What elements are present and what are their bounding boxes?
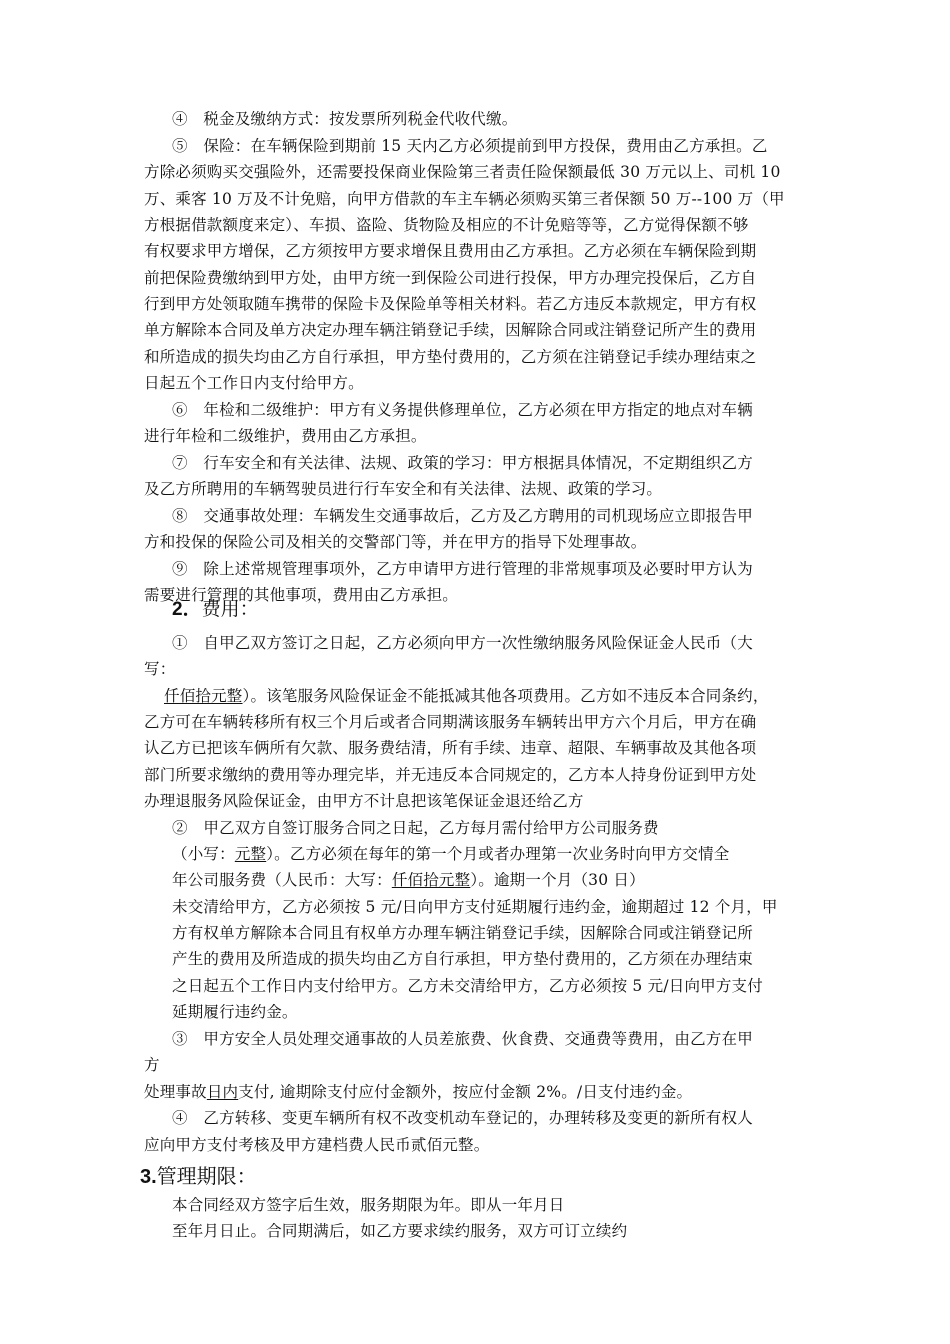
term-line-2: 至年月日止。合同期满后，如乙方要求续约服务，双方可订立续约 (172, 1222, 628, 1240)
fee-2-line-3: 年公司服务费（人民币：大写：仟佰拾元整）。逾期一个月（30 日） (172, 871, 645, 889)
fee-1-line-4: 乙方可在车辆转移所有权三个月后或者合同期满该服务车辆转出甲方六个月后，甲方在确 (144, 713, 757, 731)
fee-1-line-1: ① 自甲乙双方签订之日起，乙方必须向甲方一次性缴纳服务风险保证金人民币（大 (172, 634, 753, 652)
fee-2-line-4: 未交清给甲方，乙方必须按 5 元/日向甲方支付延期履行违约金，逾期超过 12 个月，甲 (172, 898, 778, 916)
item-7-line-1: ⑦ 行车安全和有关法律、法规、政策的学习：甲方根据具体情况，不定期组织乙方 (172, 454, 753, 472)
fee-2-line-6: 产生的费用及所造成的损失均由乙方自行承担，甲方垫付费用的，乙方须在办理结束 (172, 950, 753, 968)
item-5-line-8: 单方解除本合同及单方决定办理车辆注销登记手续，因解除合同或注销登记所产生的费用 (144, 321, 757, 339)
item-5-line-9: 和所造成的损失均由乙方自行承担，甲方垫付费用的，乙方须在注销登记手续办理结束之 (144, 348, 757, 366)
fee-2-line-8: 延期履行违约金。 (172, 1003, 298, 1021)
section-2-number: 2． (172, 599, 202, 620)
fee-2-line-5: 方有权单方解除本合同且有权单方办理车辆注销登记手续，因解除合同或注销登记所 (172, 924, 753, 942)
item-5-line-1: ⑤ 保险：在车辆保险到期前 15 天内乙方必须提前到甲方投保，费用由乙方承担。乙 (172, 137, 768, 155)
monthly-fee-blank: 元整 (234, 845, 267, 863)
fee-1-line-3: 仟佰拾元整）。该笔服务风险保证金不能抵减其他各项费用。乙方如不违反本合同条约， (164, 687, 769, 705)
annual-fee-blank: 仟佰拾元整 (391, 871, 471, 889)
fee-1-line-5: 认乙方已把该车俩所有欠款、服务费结清，所有手续、违章、超限、车辆事故及其他各项 (144, 739, 757, 757)
fee-3-line-3: 处理事故日内支付, 逾期除支付应付金额外，按应付金额 2%。/日支付违约金。 (144, 1083, 693, 1101)
fee-1-line-6: 部门所要求缴纳的费用等办理完毕，并无违反本合同规定的，乙方本人持身份证到甲方处 (144, 766, 757, 784)
item-8-line-1: ⑧ 交通事故处理：车辆发生交通事故后，乙方及乙方聘用的司机现场应立即报告甲 (172, 507, 753, 525)
fee-2-line-1: ② 甲乙双方自签订服务合同之日起，乙方每月需付给甲方公司服务费 (172, 819, 659, 837)
payment-days-blank: 日内 (206, 1083, 239, 1101)
fee-3-line-2: 方 (144, 1056, 160, 1074)
item-6-line-2: 进行年检和二级维护，费用由乙方承担。 (144, 427, 427, 445)
item-7-line-2: 及乙方所聘用的车辆驾驶员进行行车安全和有关法律、法规、政策的学习。 (144, 480, 663, 498)
item-5-line-6: 前把保险费缴纳到甲方处，由甲方统一到保险公司进行投保，甲方办理完投保后，乙方自 (144, 269, 757, 287)
fee-2-line-2: （小写：元整）。乙方必须在每年的第一个月或者办理第一次业务时向甲方交情全 (172, 845, 730, 863)
item-9-line-2: 需要进行管理的其他事项，费用由乙方承担。 (144, 586, 459, 604)
fee-1-line-7: 办理退服务风险保证金，由甲方不计息把该笔保证金退还给乙方 (144, 792, 584, 810)
section-3-heading (140, 1163, 257, 1190)
fee-4-line-2: 应向甲方支付考核及甲方建档费人民币贰佰元整。 (144, 1136, 490, 1154)
item-5-line-7: 行到甲方处领取随车携带的保险卡及保险单等相关材料。若乙方违反本款规定，甲方有权 (144, 295, 757, 313)
item-4-line-1: ④ 税金及缴纳方式：按发票所列税金代收代缴。 (172, 110, 518, 128)
section-2-heading (172, 596, 259, 623)
item-5-line-2: 方除必须购买交强险外，还需要投保商业保险第三者责任险保额最低 30 万元以上、司机 10 (144, 163, 781, 181)
item-8-line-2: 方和投保的保险公司及相关的交警部门等，并在甲方的指导下处理事故。 (144, 533, 647, 551)
section-2-title: 费用： (201, 598, 259, 620)
fee-2-line-7: 之日起五个工作日内支付给甲方。乙方未交清给甲方，乙方必须按 5 元/日向甲方支付 (172, 977, 763, 995)
item-5-line-3: 万、乘客 10 万及不计免赔，向甲方借款的车主车辆必须购买第三者保额 50 万--100 万（甲 (144, 190, 785, 208)
item-6-line-1: ⑥ 年检和二级维护：甲方有义务提供修理单位，乙方必须在甲方指定的地点对车辆 (172, 401, 753, 419)
item-5-line-4: 方根据借款额度来定）、车损、盗险、货物险及相应的不计免赔等等，乙方觉得保额不够 (144, 216, 749, 234)
section-3-number: 3. (140, 1166, 157, 1188)
fee-3-line-1: ③ 甲方安全人员处理交通事故的人员差旅费、伙食费、交通费等费用，由乙方在甲 (172, 1030, 753, 1048)
item-5-line-5: 有权要求甲方增保，乙方须按甲方要求增保且费用由乙方承担。乙方必须在车辆保险到期 (144, 242, 757, 260)
item-5-line-10: 日起五个工作日内支付给甲方。 (144, 374, 364, 392)
section-3-title: 管理期限： (156, 1164, 257, 1188)
item-9-line-1: ⑨ 除上述常规管理事项外，乙方申请甲方进行管理的非常规事项及必要时甲方认为 (172, 560, 753, 578)
term-line-1: 本合同经双方签字后生效，服务期限为年。即从一年月日 (172, 1196, 565, 1214)
fee-4-line-1: ④ 乙方转移、变更车辆所有权不改变机动车登记的，办理转移及变更的新所有权人 (172, 1109, 753, 1127)
fee-1-line-2: 写： (144, 660, 176, 678)
deposit-amount-blank: 仟佰拾元整 (164, 687, 243, 705)
